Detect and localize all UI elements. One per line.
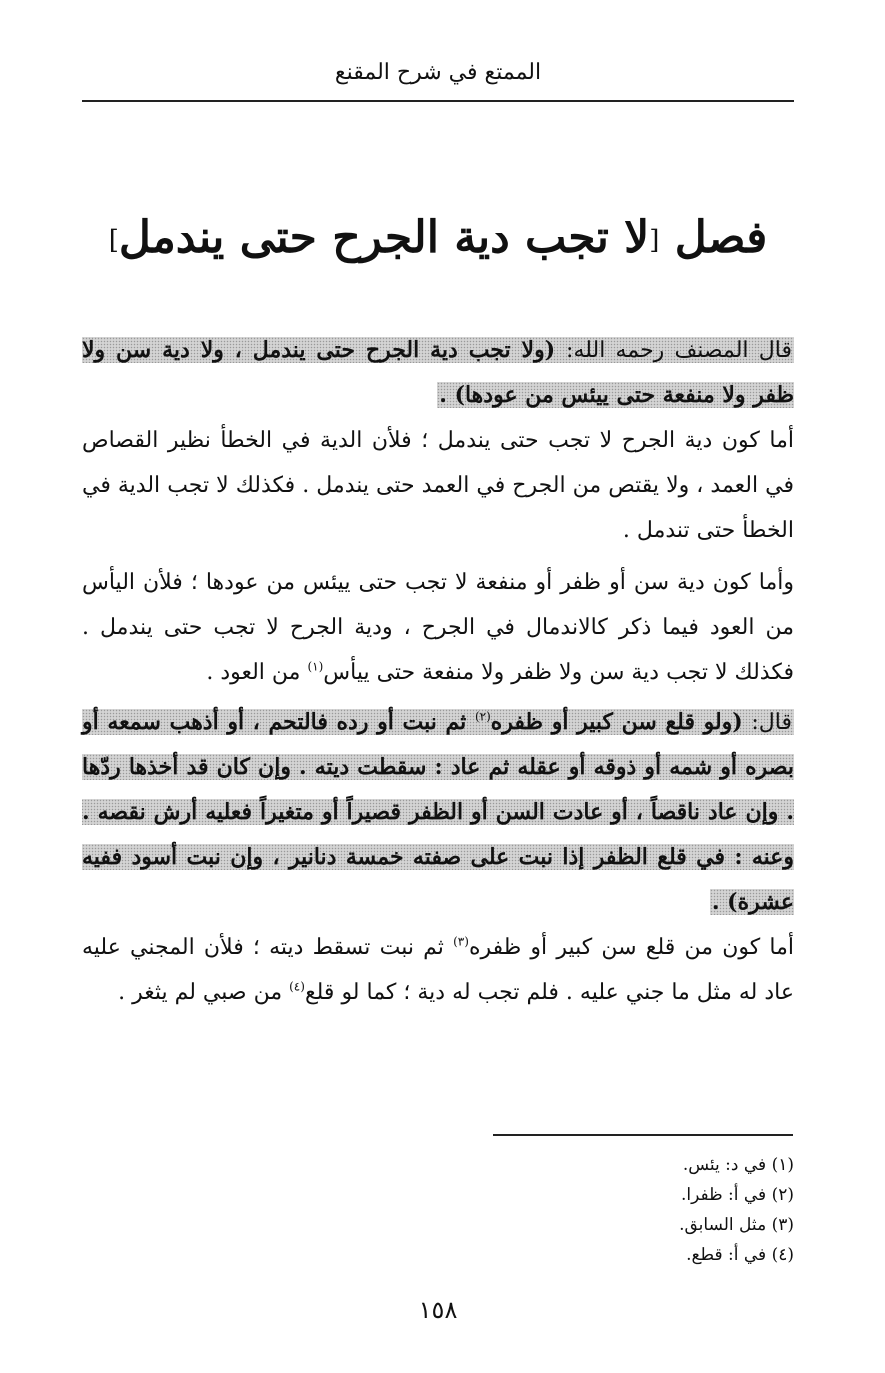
commentary-paragraph-2 — [82, 560, 794, 695]
paragraph-2-text-b: من العود . — [206, 660, 308, 685]
paragraph-2-text-a: وأما كون دية سن أو ظفر أو منفعة لا تجب حتى ييئس من عودها ؛ فلأن اليأس من العود فيما ذكر كالاندمال في الجرح ، ودية الجرح لا تجب حتى يندمل . فكذلك لا تجب دية سن ولا ظفر ولا منفعة حتى ييأس — [82, 570, 794, 685]
running-header: الممتع في شرح المقنع — [334, 60, 542, 85]
header-rule — [82, 100, 794, 102]
paragraph-3-text-c: من صبي لم يثغر . — [118, 980, 290, 1005]
commentary-paragraph-1 — [82, 418, 794, 553]
page-number: ١٥٨ — [418, 1296, 458, 1324]
paragraph-3-text-a: أما كون من قلع سن كبير أو ظفره — [468, 935, 794, 960]
quote-2-text-a: (ولو قلع سن كبير أو ظفره — [490, 709, 752, 735]
footnotes-list — [82, 1150, 794, 1270]
footnote-marker-1[interactable]: (١) — [307, 659, 324, 674]
footnote-item: (٤) في أ: قطع. — [686, 1245, 794, 1265]
quote-1-lead: قال المصنف رحمه الله: — [566, 338, 792, 363]
footnote-marker-2[interactable]: (٢) — [474, 709, 491, 724]
quote-1-text: (ولا تجب دية الجرح حتى يندمل ، ولا دية سن ولا ظفر ولا منفعة حتى ييئس من عودها) . — [82, 337, 794, 408]
section-title — [82, 200, 794, 279]
quoted-text-block-1 — [82, 328, 794, 418]
section-prefix: فصل — [674, 212, 768, 263]
title-close-bracket: ] — [108, 225, 119, 256]
commentary-paragraph-3 — [82, 925, 794, 1015]
section-heading-text: لا تجب دية الجرح حتى يندمل — [118, 212, 650, 263]
quote-1-highlight — [82, 337, 794, 408]
footnote-separator — [493, 1134, 793, 1136]
footnote-item: (٢) في أ: ظفرا. — [680, 1185, 794, 1205]
paragraph-1-text: أما كون دية الجرح لا تجب حتى يندمل ؛ فلأن الدية في الخطأ نظير القصاص في العمد ، ولا يقتص من الجرح في العمد حتى يندمل . فكذلك لا تجب الدية في الخطأ حتى تندمل . — [82, 428, 794, 543]
footnote-marker-3[interactable]: (٣) — [453, 934, 469, 949]
quote-2-highlight — [82, 709, 794, 915]
paragraph-3-text-b: ثم نبت تسقط ديته ؛ فلأن المجني عليه عاد له مثل ما جني عليه . فلم تجب له دية ؛ كما لو قلع — [82, 935, 794, 1005]
footnote-marker-4[interactable]: (٤) — [289, 979, 305, 994]
footnote-item: (٣) مثل السابق. — [679, 1215, 794, 1235]
title-open-bracket: [ — [649, 225, 660, 256]
quote-2-lead: قال: — [751, 710, 792, 735]
footnote-item: (١) في د: يئس. — [682, 1155, 794, 1175]
quote-2-text-b: ثم نبت أو رده فالتحم ، أو أذهب سمعه أو بصره أو شمه أو ذوقه أو عقله ثم عاد : سقطت ديته . وإن كان قد أخذها ردّها . وإن عاد ناقصاً ، أو عادت السن أو الظفر قصيراً أو متغيراً فعليه أرش نقصه . وعنه : في قلع الظفر إذا نبت على صفته خمسة دنانير ، وإن نبت أسود ففيه عشرة) . — [82, 709, 795, 915]
quoted-text-block-2 — [82, 700, 794, 925]
